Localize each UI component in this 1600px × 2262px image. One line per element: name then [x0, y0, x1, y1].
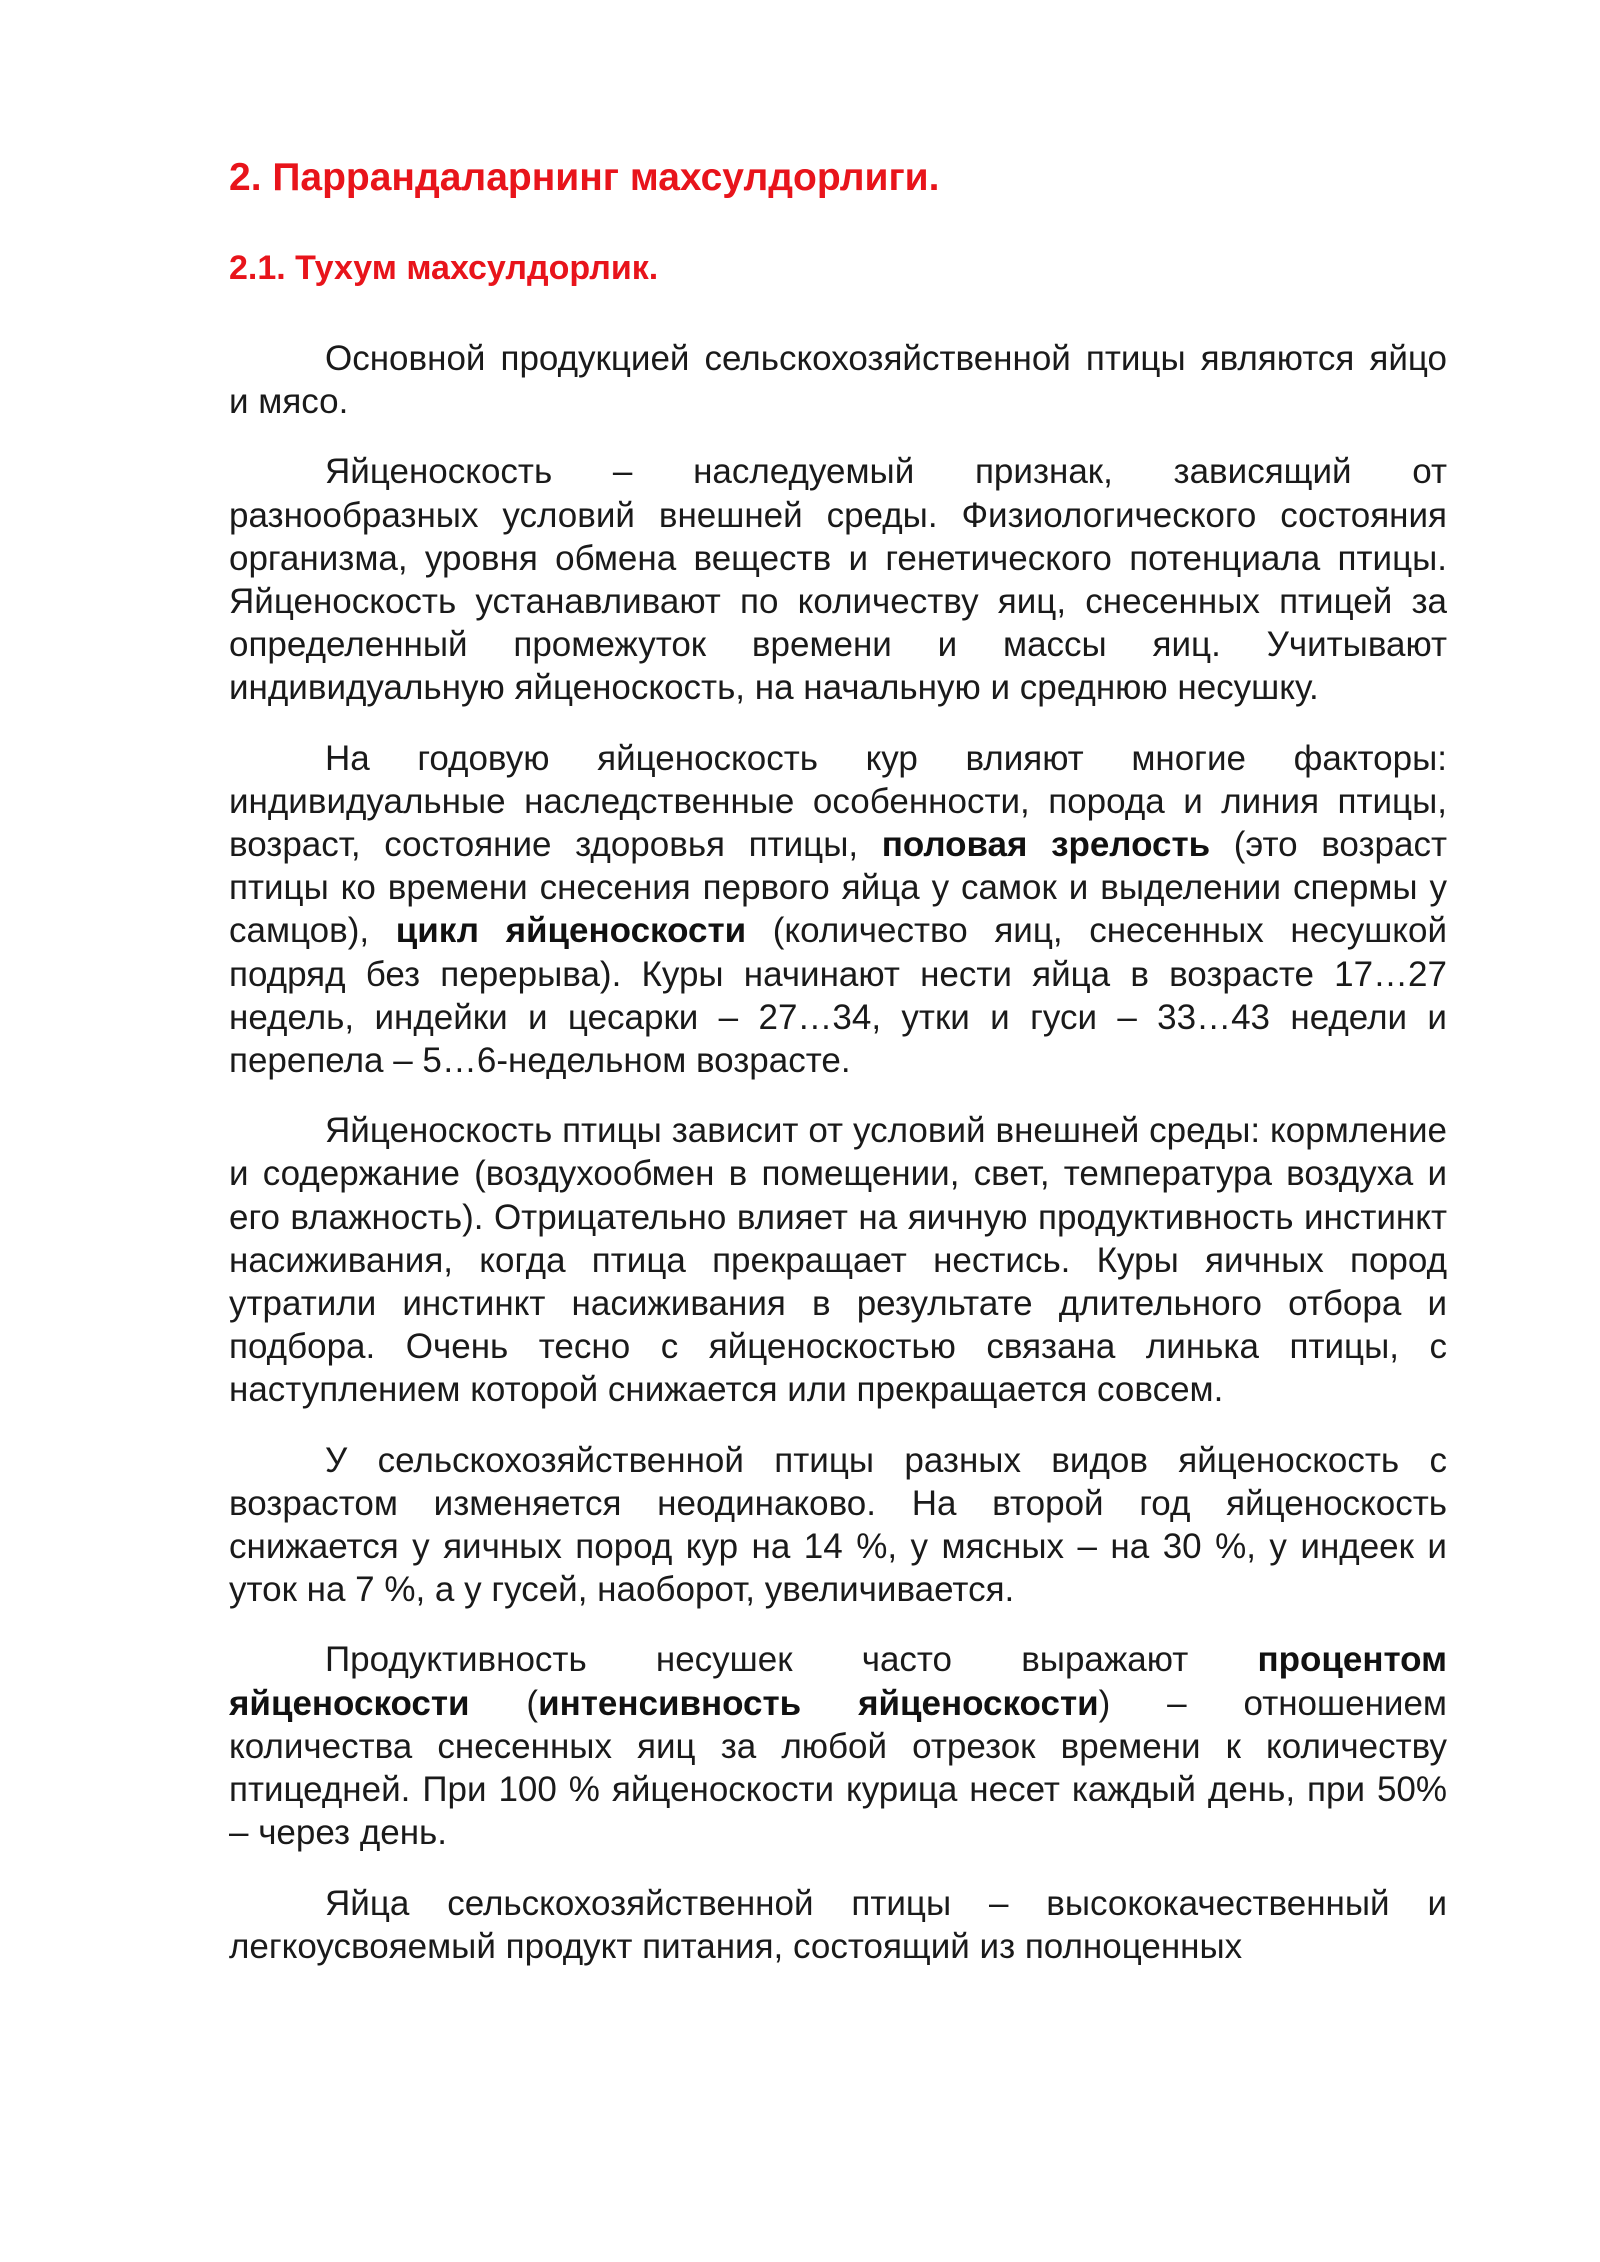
paragraph-3: [229, 737, 1447, 1083]
paragraph-1: Основной продукцией сельскохозяйственной птицы являются яйцо и мясо.: [229, 339, 1447, 422]
text-run: Продуктивность несушек часто выражают: [325, 1640, 1258, 1680]
paragraph-6: [229, 1638, 1447, 1854]
paragraph-7: Яйца сельскохозяйственной птицы – высококачественный и легкоусвояемый продукт питания, состоящий из полноценных: [229, 1883, 1447, 1966]
bold-term-sexual-maturity: половая зрелость: [881, 825, 1211, 865]
document-page: [229, 150, 1447, 1995]
bold-term-laying-intensity: интенсивность яйценоскости: [538, 1683, 1099, 1723]
chapter-heading: 2. Паррандаларнинг махсулдорлиги.: [229, 156, 940, 199]
paragraph-4: Яйценоскость птицы зависит от условий внешней среды: кормление и содержание (воздухообмен в помещении, свет, температура воздуха и его влажность). Отрицательно влияет на яичную продуктивность инстинкт насиживания, когда птица прекращает нестись. Куры яичных пород утратили инстинкт насиживания в результате длительного отбора и подбора. Очень тесно с яйценоскостью связана линька птицы, с наступлением которой снижается или прекращается совсем.: [229, 1111, 1447, 1410]
section-heading: 2.1. Тухум махсулдорлик.: [229, 249, 659, 287]
bold-term-laying-cycle: цикл яйценоскости: [395, 911, 747, 951]
paragraph-2: Яйценоскость – наследуемый признак, зависящий от разнообразных условий внешней среды. Физиологического состояния организма, уровня обмена веществ и генетического потенциала птицы. Яйценоскость устанавливают по количеству яиц, снесенных птицей за определенный промежуток времени и массы яиц. Учитывают индивидуальную яйценоскость, на начальную и среднюю несушку.: [229, 452, 1447, 708]
text-run: На годовую яйценоскость кур влияют многие факторы: индивидуальные наследственные особенности, порода и линия птицы, возраст, состояние здоровья птицы,: [229, 738, 1447, 865]
bold-term-laying-percentage: процентом яйценоскости: [229, 1640, 1447, 1723]
text-run: (: [469, 1683, 539, 1723]
text-run: (количество яиц, снесенных несушкой подряд без перерыва). Куры начинают нести яйца в возрасте 17…27 недель, индейки и цесарки – 27…34, утки и гуси – 33…43 недели и перепела – 5…6-недельном возрасте.: [229, 911, 1448, 1081]
paragraph-5: У сельскохозяйственной птицы разных видов яйценоскость с возрастом изменяется неодинаково. На второй год яйценоскость снижается у яичных пород кур на 14 %, у мясных – на 30 %, у индеек и уток на 7 %, а у гусей, наоборот, увеличивается.: [229, 1440, 1447, 1610]
text-run: (это возраст птицы ко времени снесения первого яйца у самок и выделении спермы у самцов),: [229, 825, 1447, 951]
text-run: ) – отношением количества снесенных яиц за любой отрезок времени к количеству птицедней. При 100 % яйценоскости курица несет каждый день, при 50% – через день.: [229, 1683, 1447, 1853]
